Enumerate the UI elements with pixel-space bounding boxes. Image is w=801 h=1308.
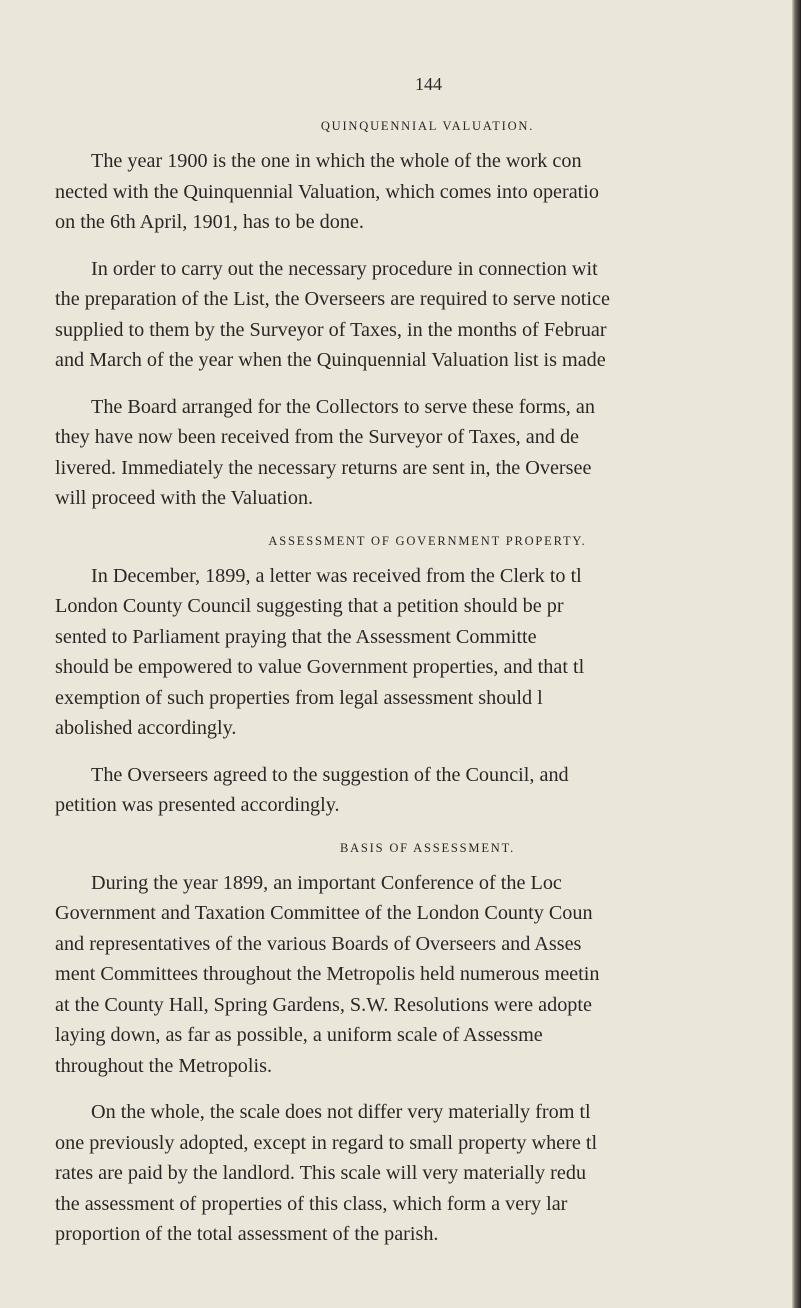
text-line: In order to carry out the necessary procedure in connection wit (91, 257, 598, 280)
text-line: In December, 1899, a letter was received from the Clerk to tl (91, 564, 582, 587)
text-line: The year 1900 is the one in which the whole of the work con (91, 150, 582, 172)
paragraph (55, 868, 790, 1082)
text-line: rates are paid by the landlord. This scale will very materially redu (55, 1162, 587, 1184)
section-heading: BASIS OF ASSESSMENT. (339, 840, 516, 855)
text-line: livered. Immediately the necessary returns are sent in, the Oversee (55, 456, 592, 479)
paragraph (55, 392, 790, 514)
text-line: The Overseers agreed to the suggestion of the Council, and (91, 763, 569, 786)
document-page (55, 74, 790, 1266)
paragraph (55, 146, 790, 238)
section-basis-of-assessment (55, 841, 790, 1250)
text-line: and representatives of the various Boards of Overseers and Asses (55, 932, 582, 955)
text-line: exemption of such properties from legal assessment should l (55, 686, 543, 709)
paragraph (55, 254, 790, 376)
page-edge (792, 0, 801, 1308)
paragraph (55, 760, 790, 821)
page-number: 144 (415, 74, 442, 94)
text-line: The Board arranged for the Collectors to serve these forms, an (91, 395, 595, 418)
text-line: London County Council suggesting that a petition should be pr (55, 595, 564, 617)
text-line: the assessment of properties of this class, which form a very lar (55, 1192, 568, 1215)
paragraph (55, 561, 790, 744)
text-line: proportion of the total assessment of the parish. (55, 1223, 439, 1245)
text-line: at the County Hall, Spring Gardens, S.W. Resolutions were adopte (55, 993, 592, 1016)
text-line: nected with the Quinquennial Valuation, which comes into operatio (55, 180, 599, 203)
section-quinquennial-valuation (55, 119, 790, 514)
text-line: Government and Taxation Committee of the London County Coun (55, 902, 593, 924)
text-line: on the 6th April, 1901, has to be done. (55, 211, 364, 233)
section-assessment-of-government-property (55, 534, 790, 821)
paragraph (55, 1097, 790, 1250)
text-line: one previously adopted, except in regard to small property where tl (55, 1131, 598, 1154)
text-line: should be empowered to value Government properties, and that tl (55, 656, 585, 678)
text-line: petition was presented accordingly. (55, 794, 340, 816)
text-line: ment Committees throughout the Metropolis held numerous meetin (55, 963, 600, 985)
text-line: laying down, as far as possible, a uniform scale of Assessme (55, 1024, 543, 1046)
text-line: On the whole, the scale does not differ very materially from tl (91, 1101, 591, 1123)
text-line: and March of the year when the Quinquennial Valuation list is made (55, 349, 606, 371)
text-line: supplied to them by the Surveyor of Taxes, in the months of Februar (55, 318, 607, 341)
text-line: sented to Parliament praying that the Assessment Committe (55, 625, 537, 648)
text-line: they have now been received from the Surveyor of Taxes, and de (55, 426, 580, 448)
section-heading: QUINQUENNIAL VALUATION. (320, 119, 535, 133)
text-line: During the year 1899, an important Conference of the Loc (91, 871, 562, 894)
text-line: will proceed with the Valuation. (55, 487, 314, 509)
text-line: the preparation of the List, the Overseers are required to serve notice (55, 288, 610, 310)
text-line: throughout the Metropolis. (55, 1054, 272, 1077)
text-line: abolished accordingly. (55, 717, 237, 739)
section-heading: ASSESSMENT OF GOVERNMENT PROPERTY. (268, 533, 587, 548)
